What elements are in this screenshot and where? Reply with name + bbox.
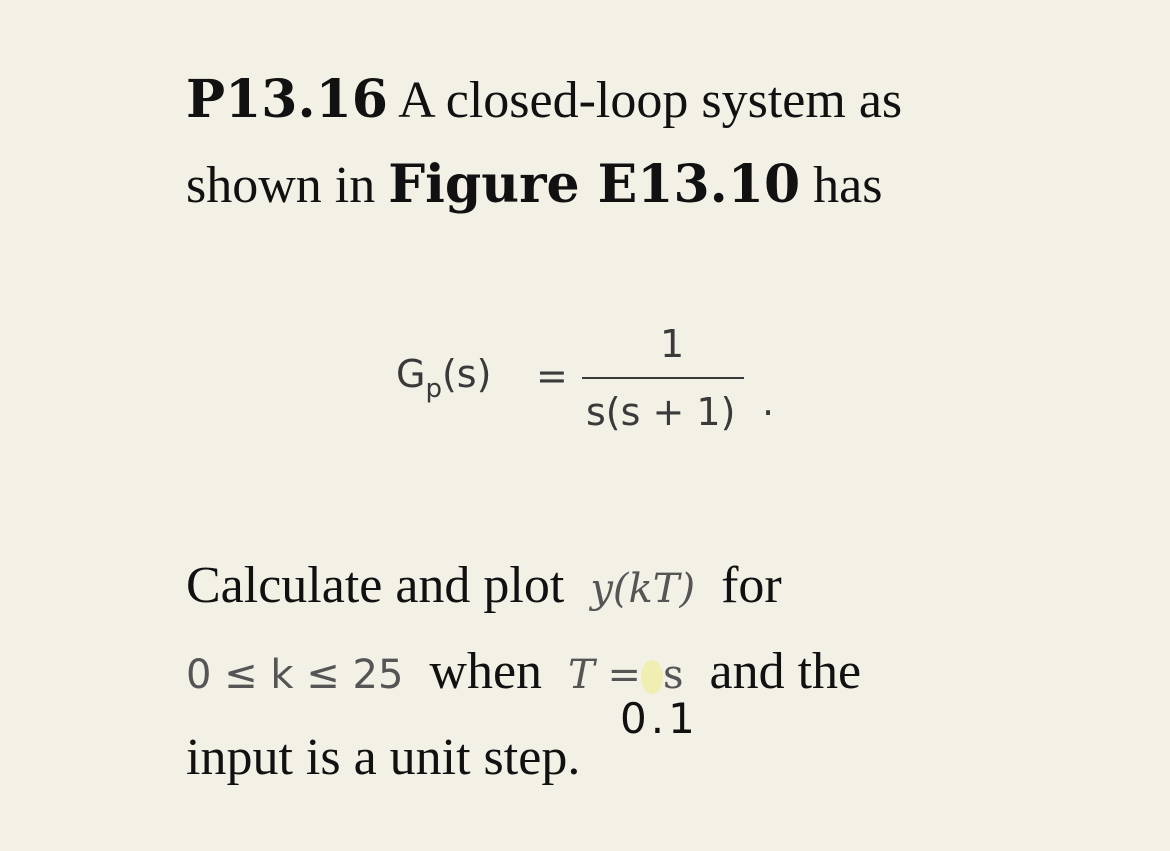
equation-lhs: [396, 352, 491, 404]
problem-number: P13.16: [186, 69, 388, 130]
equation-lhs-subscript: p: [425, 374, 442, 404]
problem-title-line-1: [186, 70, 902, 131]
handwritten-annotation: 0.1: [620, 694, 699, 743]
problem-intro-text: A closed-loop system as: [398, 72, 903, 129]
t-equals-expression: T =: [568, 652, 641, 698]
shown-in-text: shown in: [186, 157, 376, 214]
calc-text: Calculate and plot: [186, 557, 565, 614]
equation-equals-sign: =: [536, 354, 568, 398]
fraction-bar: [582, 377, 744, 379]
highlight-mark: [641, 660, 663, 694]
body-line-2: [186, 642, 861, 705]
equation-period: .: [762, 380, 775, 424]
equation-denominator: s(s + 1): [586, 390, 736, 434]
figure-reference: Figure E13.10: [388, 154, 801, 215]
for-text: for: [721, 557, 782, 614]
transfer-function-equation: [390, 322, 810, 452]
seconds-unit: s: [662, 652, 684, 698]
equation-lhs-symbol: G: [396, 352, 426, 396]
body-line-3: [186, 728, 580, 788]
when-text: when: [429, 643, 543, 700]
equation-numerator: 1: [660, 322, 685, 366]
k-range-expression: 0 ≤ k ≤ 25: [186, 652, 404, 698]
equation-lhs-arg: (s): [441, 352, 492, 396]
has-text: has: [813, 157, 883, 214]
y-kt-expression: y(kT): [590, 566, 696, 612]
body-line-1: [186, 556, 782, 619]
input-text: input is a unit step.: [186, 729, 581, 786]
problem-title-line-2: [186, 155, 882, 216]
and-the-text: and the: [709, 643, 862, 700]
